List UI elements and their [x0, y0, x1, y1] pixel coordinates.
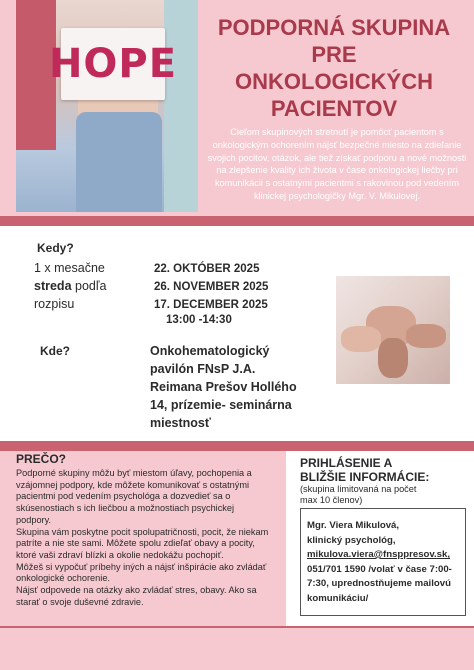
- why-line: onkologické ochorenie.: [16, 573, 110, 584]
- why-line: podpory.: [16, 514, 52, 525]
- why-text: [16, 468, 282, 608]
- why-line: Môžeš si vypočuť príbehy iných a nájsť inšpirácie ako zvládať: [16, 561, 267, 572]
- date-item: 17. DECEMBER 2025: [154, 299, 268, 311]
- contact-phone-line: komunikáciu/: [307, 592, 369, 604]
- location-line: pavilón FNsP J.A.: [150, 362, 256, 376]
- date-item: 22. OKTÓBER 2025: [154, 263, 260, 275]
- why-line: Podporné skupiny môžu byť miestom úľavy, pochopenia a: [16, 468, 252, 478]
- signup-note-line: (skupina limitovaná na počet: [300, 484, 417, 494]
- title-line: PACIENTOV: [270, 96, 398, 121]
- why-line: patríte a nie ste sami. Môžete spolu zdieľať obavy a pocity,: [16, 538, 255, 549]
- frequency-text: [34, 259, 106, 313]
- photo-person-right: [164, 0, 198, 212]
- signup-note-line: max 10 členov): [300, 495, 363, 505]
- why-line: ktoré vaši zdraví blízki a okolie nedokážu pochopiť.: [16, 549, 224, 560]
- why-title: PREČO?: [16, 452, 67, 466]
- why-line: skúsenostiach s ich liečbou a možnostiach psychickej: [16, 503, 235, 514]
- contact-name: Mgr. Viera Mikulová,: [307, 520, 400, 531]
- hope-sign-text: HOPE: [48, 41, 178, 87]
- location-line: 14, prízemie- seminárna: [150, 398, 292, 412]
- location-line: miestnosť: [150, 416, 211, 430]
- why-line: vzájomnej podpory, kde môžete komunikovať s ostatnými: [16, 479, 250, 490]
- contact-phone-line: 7:30, uprednostňujeme mailovú: [307, 578, 451, 589]
- frequency-line: 1 x mesačne: [34, 261, 105, 275]
- why-line: starať o svoje duševné zdravie.: [16, 596, 144, 607]
- hope-sign: [48, 28, 178, 100]
- intro-text: Cieľom skupinových stretnutí je pomôcť pacientom s onkologickým ochorením nájsť bezpečné miesto na zdieľanie svojich pocitov, otázok, ale tiež získať podporu a nové možnosti na zlepšenie kvality ich života v čase onkologickej liečby pri komunikácii s ostatnými pacientmi s rakovinou pod vedením klinickej psychologičky Mgr. V. Mikulovej.: [207, 127, 467, 201]
- date-item: 26. NOVEMBER 2025: [154, 281, 269, 293]
- footer-band: [0, 628, 474, 670]
- frequency-line: rozpisu: [34, 297, 75, 311]
- location-line: Onkohematologický: [150, 344, 270, 358]
- photo-hand: [341, 326, 381, 352]
- where-label: Kde?: [40, 344, 70, 358]
- signup-title-line: PRIHLÁSENIE A: [300, 456, 393, 470]
- signup-title-line: BLIŽŠIE INFORMÁCIE:: [300, 470, 430, 484]
- time-range: 13:00 -14:30: [166, 314, 232, 326]
- why-line: Nájsť odpovede na otázky ako zvládať stres, obavy. Ako sa: [16, 585, 257, 596]
- why-line: Skupina vám poskytne pocit spolupatričnosti, pocit, že niekam: [16, 526, 269, 537]
- hands-photo: [336, 276, 450, 384]
- frequency-rest: podľa: [71, 279, 107, 293]
- divider-stripe: [0, 216, 474, 226]
- title-line: PRE: [311, 42, 357, 67]
- contact-role: klinický psychológ,: [307, 534, 396, 546]
- photo-hand: [378, 338, 408, 378]
- frequency-line: [34, 277, 106, 295]
- why-line: pacientmi pod vedením psychológa a dozvedieť sa o: [16, 491, 231, 502]
- photo-jeans: [76, 112, 162, 212]
- frequency-day: streda: [34, 279, 72, 293]
- page-title: [198, 14, 470, 122]
- location-line: Reimana Prešov Hollého: [150, 380, 297, 394]
- date-list: [154, 260, 268, 314]
- contact-box: [300, 508, 466, 616]
- contact-phone-line: 051/701 1590 /volať v čase 7:00-: [307, 563, 452, 575]
- when-label: Kedy?: [37, 241, 74, 255]
- signup-note: [300, 484, 470, 506]
- divider-stripe: [0, 441, 474, 451]
- hope-photo: [16, 0, 198, 212]
- location-text: [150, 342, 330, 432]
- photo-hand: [406, 324, 446, 348]
- title-line: ONKOLOGICKÝCH: [235, 69, 433, 94]
- contact-email-link[interactable]: mikulova.viera@fnsppresov.sk,: [307, 549, 451, 560]
- title-line: PODPORNÁ SKUPINA: [217, 15, 451, 40]
- signup-title: [300, 456, 470, 484]
